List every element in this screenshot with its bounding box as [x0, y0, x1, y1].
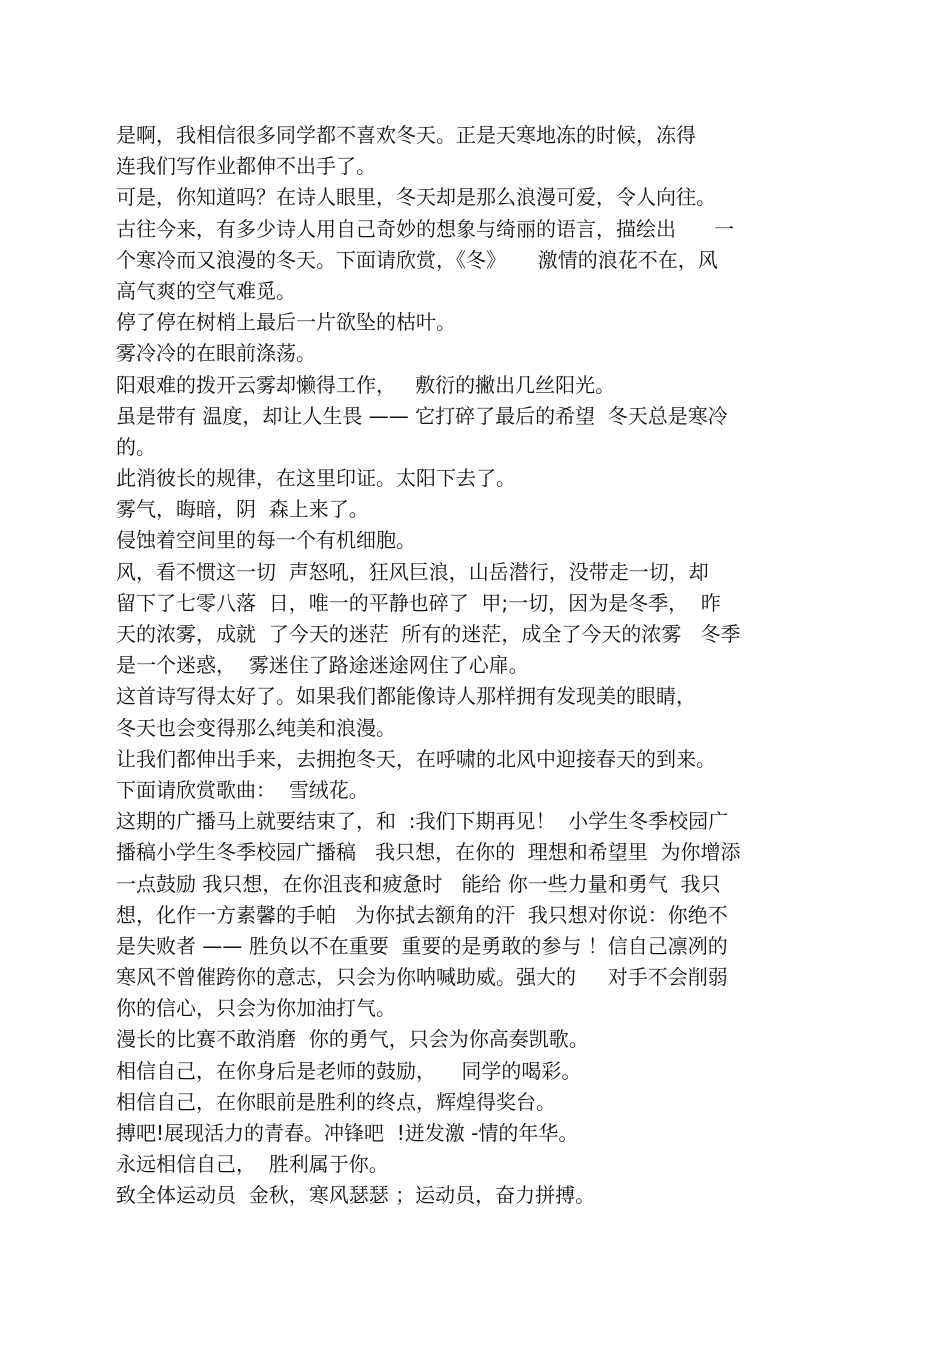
- text-line: 相信自己，在你眼前是胜利的终点，辉煌得奖台。: [116, 1089, 556, 1114]
- text-line: 雾气，晦暗，阴 森上来了。: [116, 497, 369, 522]
- text-line: 相信自己，在你身后是老师的鼓励， 同学的喝彩。: [116, 1058, 582, 1083]
- text-line: 永远相信自己， 胜利属于你。: [116, 1152, 389, 1177]
- text-line: 想，化作一方素馨的手帕 为你拭去额角的汗 我只想对你说：你绝不: [116, 902, 728, 927]
- text-line: 这首诗写得太好了。如果我们都能像诗人那样拥有发现美的眼睛，: [116, 684, 696, 709]
- text-line: 是一个迷惑， 雾迷住了路途迷途网住了心扉。: [116, 653, 529, 678]
- text-line: 雾冷冷的在眼前涤荡。: [116, 341, 316, 366]
- text-line: 阳艰难的拨开云雾却懒得工作， 敷衍的撇出几丝阳光。: [116, 372, 616, 397]
- text-line: 的。: [116, 434, 156, 459]
- text-line: 让我们都伸出手来，去拥抱冬天，在呼啸的北风中迎接春天的到来。: [116, 746, 716, 771]
- text-line: 此消彼长的规律，在这里印证。太阳下去了。: [116, 466, 516, 491]
- text-line: 古往今来，有多少诗人用自己奇妙的想象与绮丽的语言，描绘出 一: [116, 216, 735, 241]
- text-line: 停了停在树梢上最后一片欲坠的枯叶。: [116, 310, 456, 335]
- text-line: 风，看不惯这一切 声怒吼，狂风巨浪，山岳潜行，没带走一切，却: [116, 559, 709, 584]
- text-line: 天的浓雾，成就 了今天的迷茫 所有的迷茫，成全了今天的浓雾 冬季: [116, 622, 741, 646]
- text-line: 可是，你知道吗？在诗人眼里，冬天却是那么浪漫可爱，令人向往。: [116, 185, 716, 210]
- text-line: 这期的广播马上就要结束了，和 :我们下期再见！ 小学生冬季校园广: [116, 809, 729, 834]
- text-line: 致全体运动员 金秋，寒风瑟瑟 ；运动员，奋力拼搏。: [116, 1183, 596, 1208]
- text-line: 漫长的比赛不敢消磨 你的勇气，只会为你高奏凯歌。: [116, 1027, 589, 1052]
- text-line: 你的信心，只会为你加油打气。: [116, 996, 396, 1021]
- text-line: 留下了七零八落 日，唯一的平静也碎了 甲;一切，因为是冬季， 昨: [116, 590, 721, 615]
- text-line: 是啊，我相信很多同学都不喜欢冬天。正是天寒地冻的时候，冻得: [116, 123, 696, 147]
- text-line: 连我们写作业都伸不出手了。: [116, 154, 376, 179]
- text-line: 寒风不曾催跨你的意志，只会为你呐喊助威。强大的 对手不会削弱: [116, 965, 728, 990]
- text-line: 高气爽的空气难觅。: [116, 278, 296, 303]
- text-line: 冬天也会变得那么纯美和浪漫。: [116, 715, 396, 740]
- text-line: 是失败者 —— 胜负以不在重要 重要的是勇敢的参与 ！信自己凛冽的: [116, 933, 728, 958]
- text-line: 一点鼓励 我只想，在你沮丧和疲惫时 能给 你一些力量和勇气 我只: [116, 871, 721, 896]
- text-line: 下面请欣赏歌曲： 雪绒花。: [116, 777, 369, 802]
- text-line: 虽是带有 温度，却让人生畏 —— 它打碎了最后的希望 冬天总是寒冷: [116, 403, 728, 428]
- text-line: 搏吧!展现活力的青春。冲锋吧 !迸发激 -情的年华。: [116, 1121, 579, 1145]
- text-line: 侵蚀着空间里的每一个有机细胞。: [116, 528, 416, 553]
- document-body: [116, 120, 821, 1212]
- text-line: 播稿小学生冬季校园广播稿 我只想，在你的 理想和希望里 为你增添: [116, 840, 741, 865]
- text-line: 个寒冷而又浪漫的冬天。下面请欣赏，《冬》 激情的浪花不在，风: [116, 247, 718, 272]
